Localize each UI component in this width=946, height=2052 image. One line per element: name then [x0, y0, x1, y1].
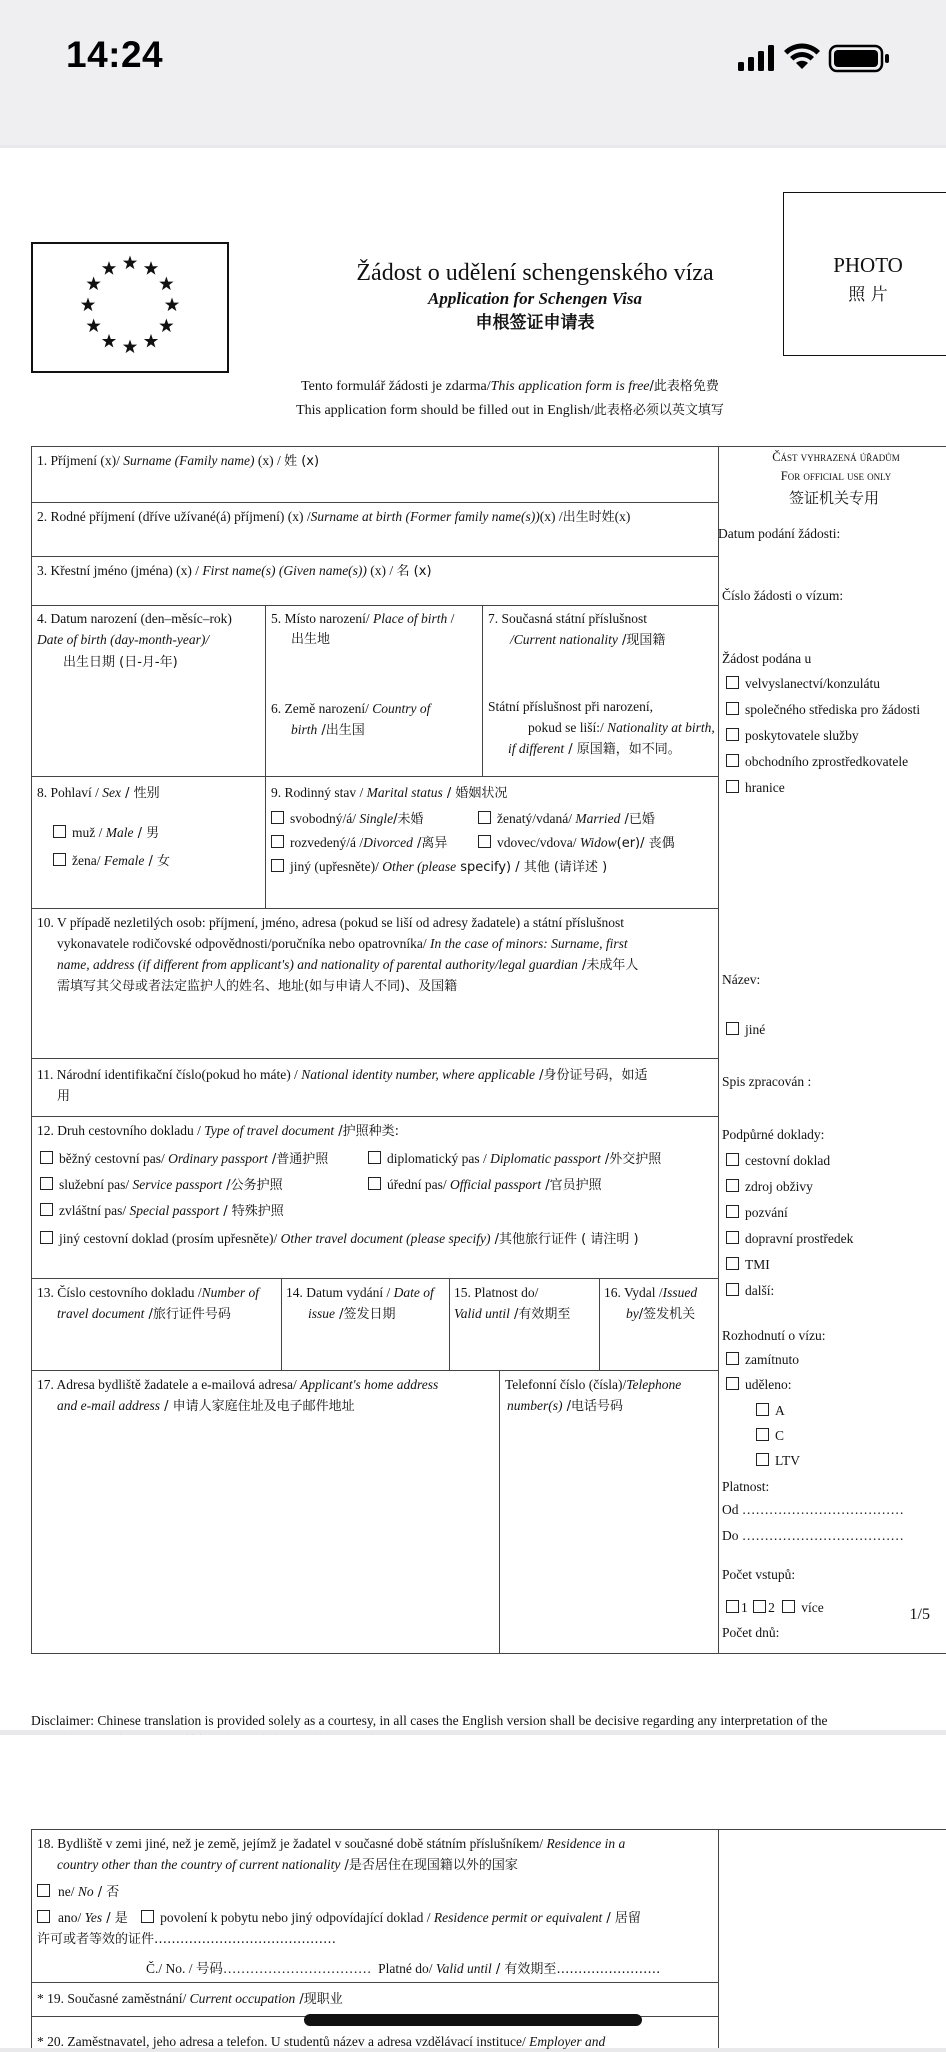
checkbox-option[interactable]: cestovní doklad: [726, 1148, 946, 1174]
photo-label-cn: 照 片: [848, 285, 888, 305]
divorced-checkbox[interactable]: [271, 835, 284, 848]
issued-option[interactable]: uděleno:: [726, 1373, 946, 1397]
residence-permit-checkbox[interactable]: [141, 1910, 154, 1923]
field-15-valid-until[interactable]: 15. Platnost do/ Valid until /有效期至: [454, 1285, 571, 1322]
checkbox-option[interactable]: hranice: [726, 775, 946, 801]
field-1-surname[interactable]: 1. Příjmení (x)/ Surname (Family name) (x) / 姓 (x): [37, 453, 320, 469]
eu-star: [159, 319, 173, 333]
entry-1-checkbox[interactable]: [726, 1600, 739, 1613]
eu-star: [86, 277, 100, 291]
option-checkbox[interactable]: [726, 780, 739, 793]
service-passport-checkbox[interactable]: [40, 1177, 53, 1190]
official-use-column: [722, 448, 946, 510]
male-checkbox[interactable]: [53, 825, 66, 838]
field-7-nationality-at-birth[interactable]: Státní příslušnost při narození, pokud se liší:/ Nationality at birth, if different / 原国籍，如不同。: [488, 699, 715, 757]
field-5-place-of-birth[interactable]: 5. Místo narození/ Place of birth / 出生地: [271, 611, 455, 647]
entry-2-checkbox[interactable]: [753, 1600, 766, 1613]
single-checkbox[interactable]: [271, 811, 284, 824]
field-2-surname-at-birth[interactable]: 2. Rodné příjmení (dříve užívané(á) příjmení) (x) /Surname at birth (Former family name(s))(x) /出生时姓(x): [37, 509, 631, 525]
other-document-checkbox[interactable]: [40, 1231, 53, 1244]
eu-star: [144, 261, 158, 275]
married-checkbox[interactable]: [478, 811, 491, 824]
sex-female-option[interactable]: žena/ Female / 女: [53, 850, 263, 872]
wifi-icon: [784, 44, 820, 69]
doc-special-option[interactable]: zvláštní pas/ Special passport / 特殊护照: [40, 1200, 370, 1222]
field-8-sex: 8. Pohlaví / Sex / 性别: [37, 785, 160, 801]
other-checkbox[interactable]: [726, 1022, 739, 1035]
field-7-current-nationality[interactable]: 7. Současná státní příslušnost /Current nationality /现国籍: [488, 611, 666, 648]
official-title: Část vyhrazená úřadům For official use only: [772, 450, 900, 483]
checkbox-option[interactable]: velvyslanectví/konzulátu: [726, 671, 946, 697]
status-bar: [0, 0, 946, 145]
submitted-at-label: Žádost podána u: [722, 651, 812, 666]
validity-to[interactable]: Do ………………………………: [722, 1528, 904, 1543]
checkbox-option[interactable]: A: [756, 1398, 946, 1423]
doc-diplomatic-option[interactable]: diplomatický pas / Diplomatic passport /外交护照: [368, 1148, 718, 1170]
refused-checkbox[interactable]: [726, 1352, 739, 1365]
photo-box: [783, 192, 946, 356]
name-label: Název:: [722, 972, 761, 987]
field-3-first-name[interactable]: 3. Křestní jméno (jména) (x) / First name(s) (Given name(s)) (x) / 名 (x): [37, 563, 432, 579]
days-label: Počet dnů:: [722, 1625, 780, 1640]
option-checkbox[interactable]: [756, 1428, 769, 1441]
eu-star: [159, 277, 173, 291]
eu-star: [81, 298, 95, 312]
option-checkbox[interactable]: [726, 1153, 739, 1166]
validity-from[interactable]: Od ………………………………: [722, 1502, 904, 1517]
marital-single-option[interactable]: svobodný/á/ Single/未婚: [271, 808, 481, 830]
field-10-minors-guardian[interactable]: 10. V případě nezletilých osob: příjmení, jméno, adresa (pokud se liší od adresy žadatele) a státní příslušnost vykonavatele rodičovské odpovědnosti/poručníka nebo opatrovníka/ In the case of minors: Surname, first name, address (if different from applicant's) and nationality of parental authority/legal guardian /未成年人 需填写其父母或者法定监护人的姓名、地址(如与申请人不同)、及国籍: [37, 915, 639, 994]
refused-option[interactable]: zamítnuto: [726, 1348, 946, 1372]
sex-male-option[interactable]: muž / Male / 男: [53, 822, 263, 844]
handled-by-label: Spis zpracován :: [722, 1074, 812, 1089]
checkbox-option[interactable]: poskytovatele služby: [726, 723, 946, 749]
status-time: 14:24: [66, 34, 164, 75]
option-checkbox[interactable]: [726, 702, 739, 715]
photo-label-en: PHOTO: [833, 253, 903, 277]
entry-multiple-checkbox[interactable]: [782, 1600, 795, 1613]
application-number-label: Číslo žádosti o vízum:: [722, 588, 844, 603]
other-option[interactable]: jiné: [726, 1018, 946, 1042]
home-indicator[interactable]: [304, 2014, 642, 2026]
doc-service-option[interactable]: služební pas/ Service passport /公务护照: [40, 1174, 370, 1196]
option-checkbox[interactable]: [726, 1205, 739, 1218]
checkbox-option[interactable]: LTV: [756, 1448, 946, 1473]
residence-no-checkbox[interactable]: [37, 1884, 50, 1897]
field-16-issued-by[interactable]: 16. Vydal /Issued by/签发机关: [604, 1285, 698, 1322]
residence-yes-checkbox[interactable]: [37, 1910, 50, 1923]
field-13-document-number[interactable]: 13. Číslo cestovního dokladu /Number of travel document /旅行证件号码: [37, 1285, 259, 1322]
checkbox-option[interactable]: C: [756, 1423, 946, 1448]
battery-icon: [830, 46, 889, 71]
form-title-en: Application for Schengen Visa: [428, 289, 642, 308]
doc-official-option[interactable]: úřední pas/ Official passport /官员护照: [368, 1174, 718, 1196]
field-20-employer[interactable]: * 20. Zaměstnavatel, jeho adresa a telefon. U studentů název a adresa vzdělávací instituce/ Employer and: [37, 2034, 606, 2049]
option-checkbox[interactable]: [726, 1283, 739, 1296]
eu-star: [123, 340, 137, 354]
english-note: This application form should be filled out in English/此表格必须以英文填写: [296, 403, 724, 418]
form-page-2: [0, 1735, 946, 2048]
checkbox-option[interactable]: zdroj obživy: [726, 1174, 946, 1200]
other-marital-checkbox[interactable]: [271, 859, 284, 872]
eu-star: [144, 334, 158, 348]
field-6-country-of-birth[interactable]: 6. Země narození/ Country of birth /出生国: [271, 701, 431, 738]
doc-other-option[interactable]: jiný cestovní doklad (prosím upřesněte)/ Other travel document (please specify) /其他旅行证件 ( 请注明 ): [40, 1228, 718, 1250]
ordinary-passport-checkbox[interactable]: [40, 1151, 53, 1164]
official-title-cn: 签证机关专用: [788, 489, 879, 507]
eu-star: [165, 298, 179, 312]
doc-ordinary-option[interactable]: běžný cestovní pas/ Ordinary passport /普通护照: [40, 1148, 370, 1170]
option-checkbox[interactable]: [726, 676, 739, 689]
visa-decision-label: Rozhodnutí o vízu:: [722, 1328, 826, 1343]
marital-other-option[interactable]: jiný (upřesněte)/ Other (please specify) / 其他 (请详述 ): [271, 856, 711, 878]
widow-checkbox[interactable]: [478, 835, 491, 848]
checkbox-option[interactable]: TMI: [726, 1252, 946, 1278]
supporting-docs-label: Podpůrné doklady:: [722, 1127, 825, 1142]
field-phone-number[interactable]: Telefonní číslo (čísla)/Telephone number(s) /电话号码: [505, 1377, 682, 1414]
option-checkbox[interactable]: [726, 728, 739, 741]
form-title-cz: Žádost o udělení schengenského víza: [356, 260, 714, 286]
residence-no-option[interactable]: ne/ No / 否: [37, 1881, 337, 1903]
submitted-options: [726, 671, 946, 801]
form-page-1: Žádost o udělení schengenského víza Application for Schengen Visa 申根签证申请表 PHOTO 照 片 Tento formulář žádosti je zdarma/This application form is free/此表格免费 This application form should be filled out in English/此表格必须以英文填写 1. Příjmení (x)/ Surname (Family name) (x) / 姓 (x) 2. Rodné příjmení (dříve užívané(á) příjmení) (x) /Surname at birth (Former family name(s))(x) /出生时姓(x) 3. Křestní jméno (jména) (x) / First name(s) (Given name(s)) (x) / 名 (x) 4. Datum narození (den–měsíc–rok) Date of birth (day-month-year)/ 出生日期 (日-月-年) 5. Místo narození/ Place of birth / 出生地 6. Země narození/ Country of birth /出生国 7. Současná státní příslušnost /Current nationality /现国籍 Státní příslušnost při narození, pokud se liší:/ Nationality at birth, if different / 原国籍，如不同。 8. Pohlaví / Sex / 性别 muž / Male / 男 žena/ Female / 女 9. Rodinný stav / Marital status / 婚姻状况 svobodný/á/ Single/未婚 ženatý/vdaná/ Married /已婚 rozvedený/á /Divorced /离异 vdovec/vdova/ Widow(er)/ 丧偶 jiný (upřesněte)/ Other (please specify) / 其他 (请详述 ) 10. V případě nezletilých osob: příjmení, jméno, adresa (pokud se liší od adresy žadatele) a státní příslušnost vykonavatele rodičovské odpovědnosti/poručníka nebo opatrovníka/ In the case of minors: Surname, first name, address (if different from applicant's) and nationality of parental authority/legal guardian /未成年人 需填写其父母或者法定监护人的姓名、地址(如与申请人不同)、及国籍 11. Národní identifikační číslo(pokud ho máte) / National identity number, where applicable /身份证号码，如适 用 12. Druh cestovního dokladu / Type of travel document /护照种类: běžný cestovní pas/ Ordinary passport /普通护照 diplomatický pas / Diplomatic passport /外交护照 služební pas/ Service passport /公务护照 úřední pas/ Official passport /官员护照 zvláštní pas/ Special passport / 特殊护照 jiný cestovní doklad (prosím upřesněte)/ Other travel document (please specify) /其他旅行证件 ( 请注明 ) 13. Číslo cestovního dokladu /Number of travel document /旅行证件号码 14. Datum vydání / Date of issue /签发日期 15. Platnost do/ Valid until /有效期至 16. Vydal /Issued by/签发机关 17. Adresa bydliště žadatele a e-mailová adresa/ Applicant's home address and e-mail address / 申请人家庭住址及电子邮件地址 Telefonní číslo (čísla)/Telephone number(s) /电话号码 Část vyhrazená úřadům For official use only 签证机关专用 Datum podání žádosti: Číslo žádosti o vízum: Žádost podána u velvyslanectví/konzulátu společného střediska pro žádosti poskytovatele služby obchodního zprostředkovatele hranice Název: jiné Spis zpracován : Podpůrné doklady: cestovní doklad zdroj obživy pozvání dopravní prostředek TMI další: Rozhodnutí o vízu: zamítnuto uděleno: A C LTV Platnost: Od ……………………………… Do ……………………………… Počet vstupů: 1 2 více Počet dnů: Disclaimer: Chinese translation is provided solely as a courtesy, in all cases the English version shall be decisive regarding any interpretation of the 1/5: [0, 148, 946, 1730]
eu-star: [102, 261, 116, 275]
entries-label: Počet vstupů:: [722, 1567, 796, 1582]
status-icons: [738, 40, 918, 80]
checkbox-option[interactable]: dopravní prostředek: [726, 1226, 946, 1252]
issued-checkbox[interactable]: [726, 1377, 739, 1390]
option-checkbox[interactable]: [726, 1257, 739, 1270]
marital-widow-option[interactable]: vdovec/vdova/ Widow(er)/ 丧偶: [478, 832, 718, 854]
option-checkbox[interactable]: [726, 1231, 739, 1244]
marital-married-option[interactable]: ženatý/vdaná/ Married /已婚: [478, 808, 718, 830]
field-18-residence: 18. Bydliště v zemi jiné, než je země, jejímž je žadatel v současné době státním příslušníkem/ Residence in a country other than the country of current nationality /是否居住在现国籍以外的国家: [37, 1836, 626, 1873]
field-19-occupation[interactable]: * 19. Současné zaměstnání/ Current occupation /现职业: [37, 1991, 343, 2007]
option-checkbox[interactable]: [756, 1403, 769, 1416]
checkbox-option[interactable]: další:: [726, 1278, 946, 1304]
signal-icon: [738, 45, 774, 71]
entries-options: 1 2 více: [726, 1596, 946, 1620]
special-passport-checkbox[interactable]: [40, 1203, 53, 1216]
diplomatic-passport-checkbox[interactable]: [368, 1151, 381, 1164]
field-9-marital-status: 9. Rodinný stav / Marital status / 婚姻状况: [271, 785, 508, 801]
marital-divorced-option[interactable]: rozvedený/á /Divorced /离异: [271, 832, 481, 854]
form-title-cn: 申根签证申请表: [475, 313, 595, 333]
checkbox-option[interactable]: pozvání: [726, 1200, 946, 1226]
checkbox-option[interactable]: společného střediska pro žádosti: [726, 697, 946, 723]
field-17-home-address[interactable]: 17. Adresa bydliště žadatele a e-mailová adresa/ Applicant's home address and e-mail address / 申请人家庭住址及电子邮件地址: [37, 1377, 439, 1414]
eu-stars-icon: [33, 244, 227, 371]
female-checkbox[interactable]: [53, 853, 66, 866]
checkbox-option[interactable]: obchodního zprostředkovatele: [726, 749, 946, 775]
free-note: Tento formulář žádosti je zdarma/This application form is free/此表格免费: [301, 379, 719, 394]
eu-flag-logo: [31, 242, 229, 373]
option-checkbox[interactable]: [726, 1179, 739, 1192]
option-checkbox[interactable]: [756, 1453, 769, 1466]
permit-number-line[interactable]: Č./ No. / 号码…………………………… Platné do/ Valid until / 有效期至……………………: [146, 1961, 661, 1977]
residence-yes-option[interactable]: ano/ Yes / 是 povolení k pobytu nebo jiný odpovídající doklad / Residence permit or equivalent / 居留 许可或者等效的证件……………………………………: [37, 1910, 641, 1947]
option-checkbox[interactable]: [726, 754, 739, 767]
field-11-national-id[interactable]: 11. Národní identifikační číslo(pokud ho máte) / National identity number, where applicable /身份证号码，如适 用: [37, 1067, 648, 1104]
supporting-docs-options: [726, 1148, 946, 1304]
official-passport-checkbox[interactable]: [368, 1177, 381, 1190]
page-number: 1/5: [909, 1606, 930, 1623]
eu-star: [102, 334, 116, 348]
eu-star: [86, 319, 100, 333]
field-12-travel-document-type: 12. Druh cestovního dokladu / Type of travel document /护照种类:: [37, 1123, 399, 1139]
visa-type-options: [756, 1398, 946, 1473]
eu-star: [123, 256, 137, 270]
field-14-issue-date[interactable]: 14. Datum vydání / Date of issue /签发日期: [286, 1285, 434, 1322]
field-4-date-of-birth[interactable]: 4. Datum narození (den–měsíc–rok) Date of birth (day-month-year)/ 出生日期 (日-月-年): [37, 611, 232, 670]
validity-label: Platnost:: [722, 1479, 770, 1494]
application-date-label: Datum podání žádosti:: [718, 526, 841, 541]
